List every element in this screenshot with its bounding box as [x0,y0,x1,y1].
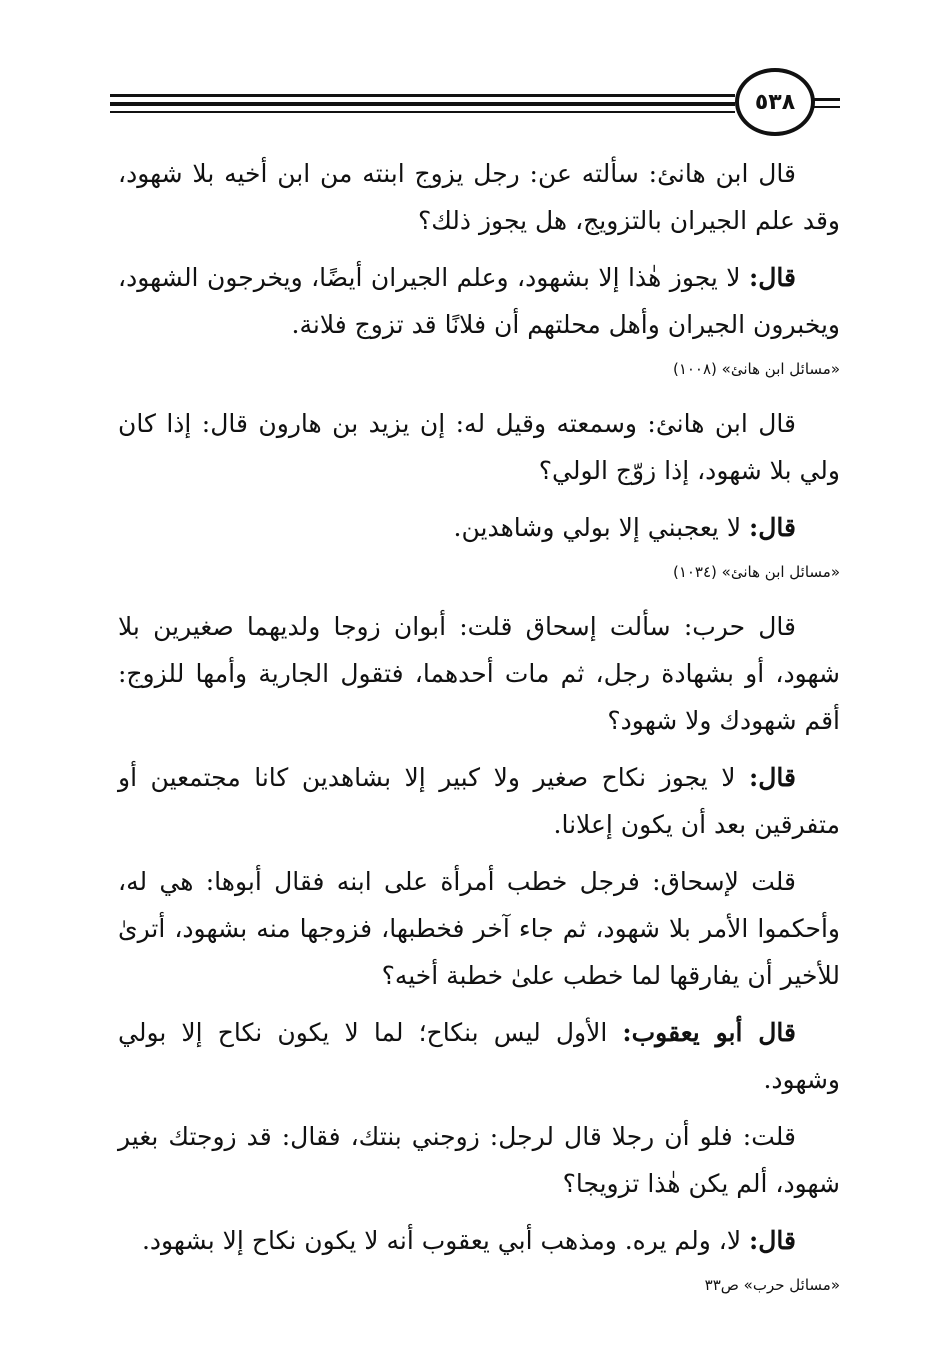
citation: «مسائل حرب» ص٣٣ [704,1276,840,1294]
speaker-label: قال: [749,263,796,292]
paragraph [118,603,840,744]
paragraph [118,1009,840,1103]
paragraph [118,1113,840,1207]
paragraph [118,504,840,551]
header-rule [110,102,735,106]
citation: «مسائل ابن هانئ» (١٠٣٤) [672,563,840,581]
paragraph [118,858,840,999]
paragraph [118,254,840,348]
paragraph [118,400,840,494]
speaker-label: قال أبو يعقوب: [622,1018,796,1047]
paragraph-text: لا يجوز نكاح صغير ولا كبير إلا بشاهدين كانا مجتمعين أو متفرقين بعد أن يكون إعلانا. [118,763,840,839]
paragraph [118,754,840,848]
paragraph-text: قال ابن هانئ: وسمعته وقيل له: إن يزيد بن هارون قال: إذا كان ولي بلا شهود، إذا زوّج الولي؟ [118,409,840,485]
paragraph-text: لا يجوز هٰذا إلا بشهود، وعلم الجيران أيضًا، ويخرجون الشهود، ويخبرون الجيران وأهل محلتهم أن فلانًا قد تزوج فلانة. [118,263,840,339]
citation: «مسائل ابن هانئ» (١٠٠٨) [672,360,840,378]
paragraph-text: قلت: فلو أن رجلا قال لرجل: زوجني بنتك، فقال: قد زوجتك بغير شهود، ألم يكن هٰذا تزويجا؟ [118,1122,840,1198]
paragraph-text: قال حرب: سألت إسحاق قلت: أبوان زوجا ولديهما صغيرين بلا شهود، أو بشهادة رجل، ثم مات أحدهما، فتقول الجارية وأمها للزوج: أقم شهودك ولا شهود؟ [118,612,841,735]
page-header [110,68,840,138]
paragraph-text: قال ابن هانئ: سألته عن: رجل يزوج ابنته من ابن أخيه بلا شهود، وقد علم الجيران بالتزويج، هل يجوز ذلك؟ [118,159,840,235]
paragraph [118,1217,840,1264]
paragraph-text: الأول ليس بنكاح؛ لما لا يكون نكاح إلا بولي وشهود. [118,1018,840,1094]
speaker-label: قال: [749,1226,796,1255]
page-number: ٥٣٨ [735,68,815,136]
header-rule [110,94,735,97]
paragraph [118,150,840,244]
header-rule [110,111,735,113]
paragraph-text: لا، ولم يره. ومذهب أبي يعقوب أنه لا يكون نكاح إلا بشهود. [141,1226,750,1255]
paragraph-text: قلت لإسحاق: فرجل خطب أمرأة على ابنه فقال أبوها: هي له، وأحكموا الأمر بلا شهود، ثم جاء آخر فخطبها، فزوجها منه بشهود، أترىٰ للأخير أن يفارقها لما خطب علىٰ خطبة أخيه؟ [118,867,840,990]
page-body [118,150,840,1316]
speaker-label: قال: [749,763,796,792]
paragraph-text: لا يعجبني إلا بولي وشاهدين. [453,513,750,542]
speaker-label: قال: [749,513,796,542]
